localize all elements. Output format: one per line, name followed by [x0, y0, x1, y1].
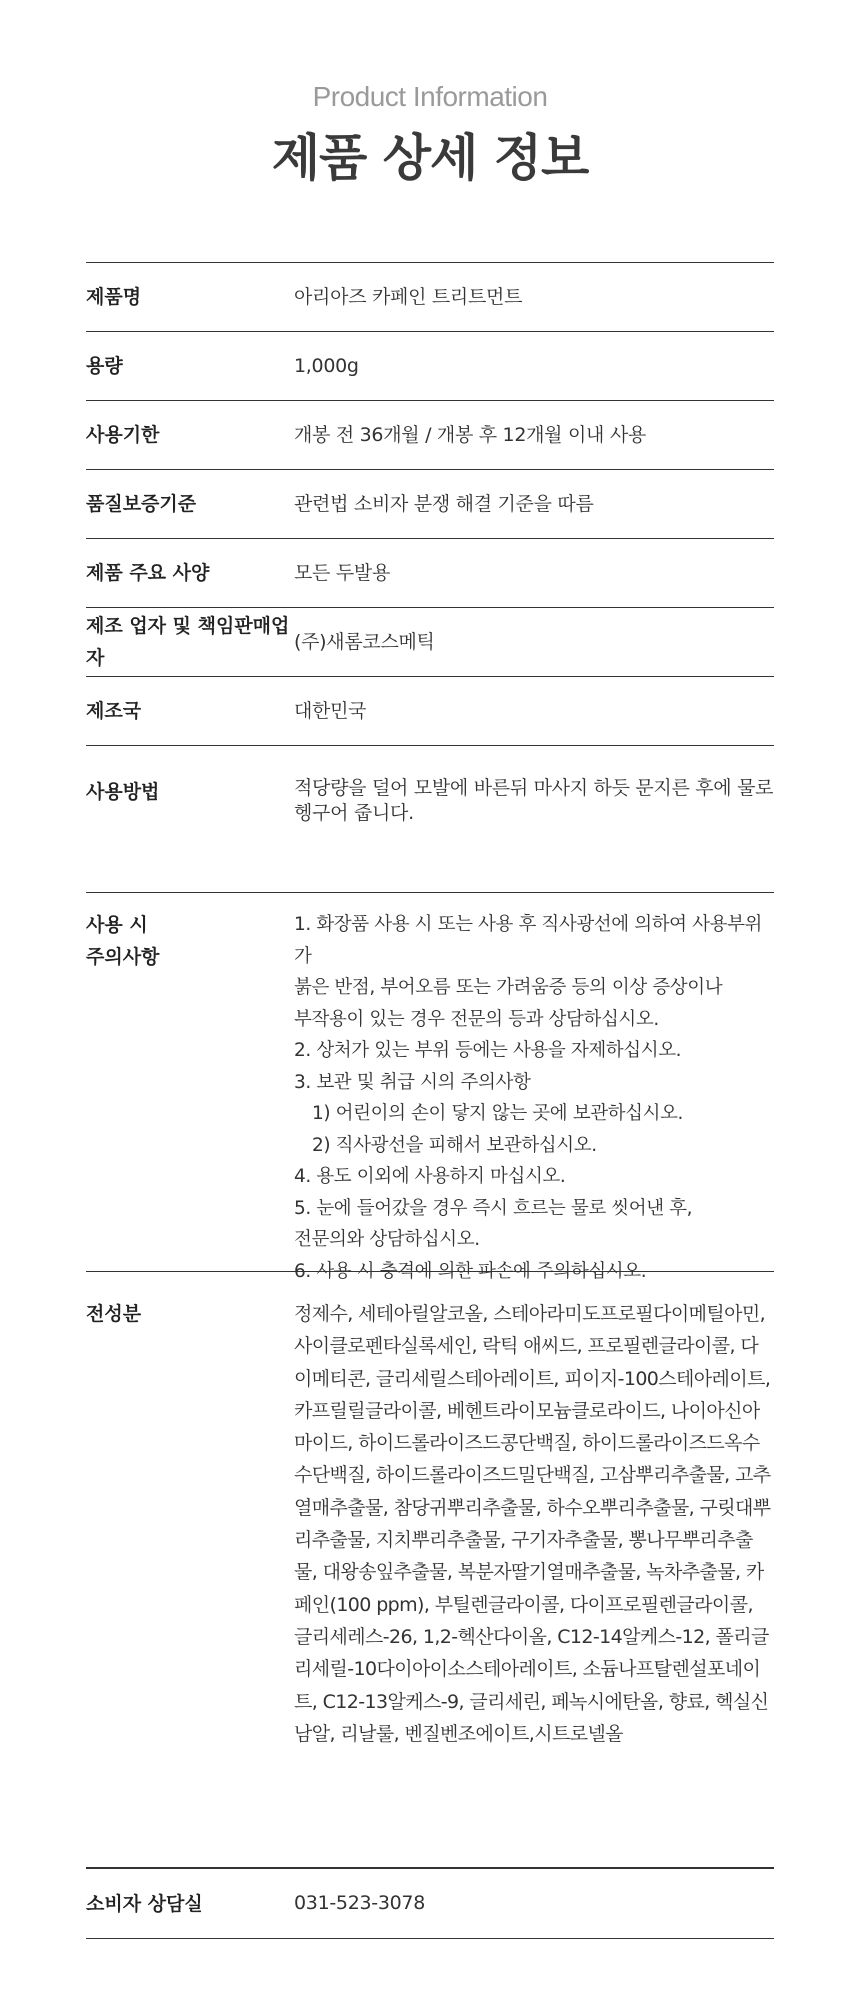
row-label: 제품명	[86, 286, 142, 308]
page-subtitle: Product Information	[312, 81, 548, 112]
row-label: 소비자 상담실	[86, 1892, 203, 1915]
caution-item: 4. 용도 이외에 사용하지 마십시오.	[294, 1166, 566, 1187]
row-value: 관련법 소비자 분쟁 해결 기준을 따름	[294, 492, 594, 515]
page-title: 제품 상세 정보	[271, 129, 589, 187]
info-row-expiry	[86, 401, 774, 470]
row-label: 품질보증기준	[86, 493, 197, 515]
row-value: 1,000g	[294, 354, 359, 377]
row-value: 모든 두발용	[294, 561, 391, 584]
caution-content	[294, 909, 774, 1282]
row-label: 용량	[86, 355, 123, 377]
caution-item: 1. 화장품 사용 시 또는 사용 후 직사광선에 의하여 사용부위가 붉은 반점, 부어오름 또는 가려움증 등의 이상 증상이나 부작용이 있는 경우 전문의 등과 상담하십시오.	[294, 914, 763, 1030]
row-value: 개봉 전 36개월 / 개봉 후 12개월 이내 사용	[294, 423, 646, 446]
page-header	[0, 0, 860, 188]
row-value: (주)새롬코스메틱	[294, 630, 435, 653]
contact-phone: 031-523-3078	[294, 1892, 425, 1914]
usage-text: 적당량을 덜어 모발에 바른뒤 마사지 하듯 문지른 후에 물로 헹구어 줍니다.	[294, 777, 774, 824]
row-label: 사용방법	[86, 781, 160, 803]
row-label: 사용 시 주의사항	[86, 914, 160, 968]
product-info-table	[86, 262, 774, 1868]
info-row-usage	[86, 746, 774, 893]
row-label: 전성분	[86, 1303, 142, 1325]
info-row-ingredients	[86, 1272, 774, 1868]
caution-item: 2. 상처가 있는 부위 등에는 사용을 자제하십시오.	[294, 1040, 682, 1061]
info-row-product-name	[86, 263, 774, 332]
caution-item: 6. 사용 시 충격에 의한 파손에 주의하십시오.	[294, 1260, 647, 1282]
row-value: 대한민국	[294, 699, 367, 722]
row-label: 사용기한	[86, 424, 160, 446]
row-label: 제조 업자 및 책임판매업자	[86, 615, 290, 669]
info-row-manufacturer	[86, 608, 774, 677]
info-row-specification	[86, 539, 774, 608]
info-row-volume	[86, 332, 774, 401]
row-label: 제품 주요 사양	[86, 562, 210, 584]
info-row-contact	[86, 1868, 774, 1939]
caution-list	[294, 909, 774, 1287]
caution-item: 5. 눈에 들어갔을 경우 즉시 흐르는 물로 씻어낸 후, 전문의와 상담하십시오.	[294, 1197, 693, 1250]
contact-table	[86, 1868, 774, 1939]
ingredients-text: 정제수, 세테아릴알코올, 스테아라미도프로필다이메틸아민, 사이클로펜타실록세인, 락틱 애씨드, 프로필렌글라이콜, 다이메티콘, 글리세릴스테아레이트, 피이지-100스테아레이트, 카프릴릴글라이콜, 베헨트라이모늄클로라이드, 나이아신아마이드, 하이드롤라이즈드콩단백질, 하이드롤라이즈드옥수수단백질, 하이드롤라이즈드밀단백질, 고삼뿌리추출물, 고추열매추출물, 참당귀뿌리추출물, 하수오뿌리추출물, 구릿대뿌리추출물, 지치뿌리추출물, 구기자추출물, 뽕나무뿌리추출물, 대왕송잎추출물, 복분자딸기열매추출물, 녹차추출물, 카페인(100 ppm), 부틸렌글라이콜, 다이프로필렌글라이콜, 글리세레스-26, 1,2-헥산다이올, C12-14알케스-12, 폴리글리세릴-10다이아이소스테아레이트, 소듐나프탈렌설포네이트, C12-13알케스-9, 글리세린, 페녹시에탄올, 향료, 헥실신남알, 리날룰, 벤질벤조에이트,시트로넬올	[294, 1303, 771, 1745]
info-row-country	[86, 677, 774, 746]
row-label: 제조국	[86, 700, 142, 722]
info-row-caution	[86, 893, 774, 1282]
caution-subitem: 2) 직사광선을 피해서 보관하십시오.	[312, 1134, 597, 1156]
info-row-quality-standard	[86, 470, 774, 539]
caution-subitem: 1) 어린이의 손이 닿지 않는 곳에 보관하십시오.	[312, 1103, 684, 1124]
row-value: 아리아즈 카페인 트리트먼트	[294, 285, 523, 308]
caution-item: 3. 보관 및 취급 시의 주의사항	[294, 1071, 531, 1093]
